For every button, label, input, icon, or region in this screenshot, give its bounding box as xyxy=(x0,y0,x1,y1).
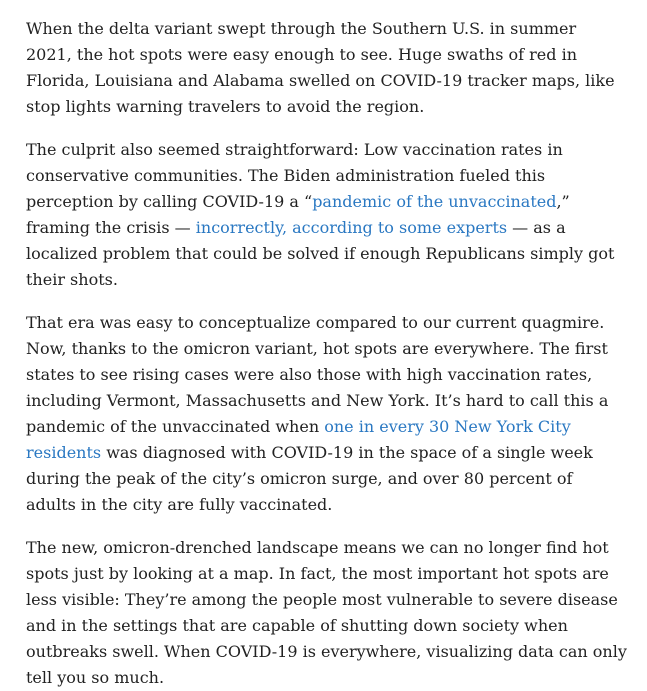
pandemic-of-unvaccinated-link[interactable]: pandemic of the unvaccinated xyxy=(312,192,557,211)
paragraph-2-text-1: The culprit also seemed straightforward: Low vaccination rates in conservative communities. The Biden administration fueled this perception by calling COVID-19 a “ xyxy=(26,140,563,211)
paragraph-3 xyxy=(26,310,627,518)
paragraph-4-text: The new, omicron-drenched landscape means we can no longer find hot spots just by looking at a map. In fact, the most important hot spots are less visible: They’re among the people most vulnerable to severe disease and in the settings that are capable of shutting down society when outbreaks swell. When COVID-19 is everywhere, visualizing data can only tell you so much. xyxy=(26,538,627,687)
nyc-residents-link[interactable]: one in every 30 New York City residents xyxy=(26,417,571,462)
paragraph-1 xyxy=(26,16,627,120)
paragraph-3-text-1: That era was easy to conceptualize compared to our current quagmire. Now, thanks to the omicron variant, hot spots are everywhere. The first states to see rising cases were also those with high vaccination rates, including Vermont, Massachusetts and New York. It’s hard to call this a pandemic of the unvaccinated when xyxy=(26,313,609,436)
paragraph-2 xyxy=(26,137,627,293)
paragraph-4 xyxy=(26,535,627,691)
paragraph-3-text-2: was diagnosed with COVID-19 in the space of a single week during the peak of the city’s omicron surge, and over 80 percent of adults in the city are fully vaccinated. xyxy=(26,443,593,514)
paragraph-2-text-3: — as a localized problem that could be solved if enough Republicans simply got their shots. xyxy=(26,218,615,289)
paragraph-1-text: When the delta variant swept through the Southern U.S. in summer 2021, the hot spots were easy enough to see. Huge swaths of red in Florida, Louisiana and Alabama swelled on COVID-19 tracker maps, like stop lights warning travelers to avoid the region. xyxy=(26,19,615,116)
paragraph-2-text-2: ,” framing the crisis — xyxy=(26,192,570,237)
incorrectly-experts-link[interactable]: incorrectly, according to some experts xyxy=(195,218,508,237)
